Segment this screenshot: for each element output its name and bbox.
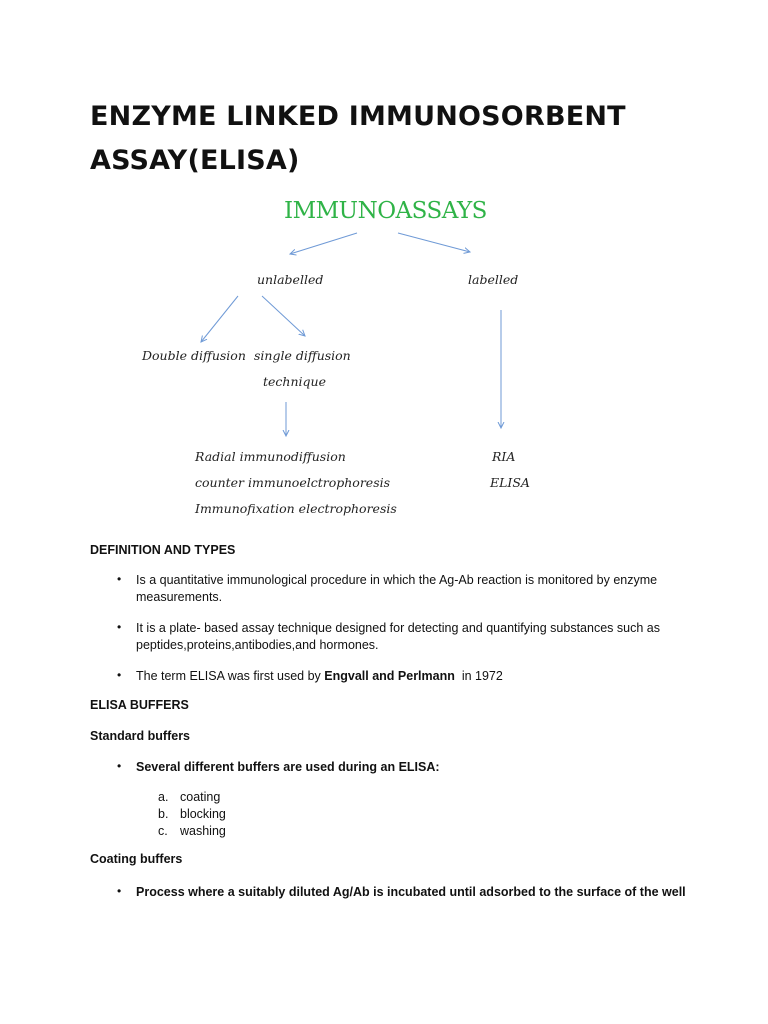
definition-item-3-post: in 1972	[454, 669, 503, 683]
sub-list-text: blocking	[180, 807, 226, 821]
diagram-root-label: IMMUNOASSAYS	[284, 198, 487, 224]
diagram-elisa-label: ELISA	[490, 475, 530, 490]
diagram-ria-label: RIA	[492, 449, 516, 464]
bullet-marker: •	[117, 884, 122, 898]
diagram-single-diffusion-label: single diffusion	[254, 348, 351, 363]
arrow-unlabelled-to-double	[201, 296, 238, 342]
title-line-1: ENZYME LINKED IMMUNOSORBENT	[90, 101, 626, 132]
standard-buffers-heading: Standard buffers	[90, 729, 191, 743]
diagram-unlabelled-label: unlabelled	[257, 272, 324, 287]
bullet-marker: •	[117, 620, 122, 634]
sub-list-text: coating	[180, 790, 221, 804]
diagram-technique-label: technique	[263, 374, 326, 389]
arrow-root-to-labelled	[398, 233, 470, 252]
definition-item-3-authors: Engvall and Perlmann	[324, 669, 455, 683]
sub-list-marker: b.	[158, 807, 169, 821]
bullet-marker: •	[117, 668, 122, 682]
immunoassay-diagram	[0, 180, 768, 530]
sub-list-marker: c.	[158, 824, 168, 838]
definition-item-3	[136, 668, 696, 685]
coating-buffers-heading: Coating buffers	[90, 852, 183, 866]
arrow-root-to-unlabelled	[290, 233, 357, 254]
sub-list-item	[158, 823, 226, 840]
definition-item-1: Is a quantitative immunological procedure in which the Ag-Ab reaction is monitored by enzyme measurements.	[136, 573, 658, 604]
title-line-2: ASSAY(ELISA)	[90, 145, 300, 176]
elisa-buffers-heading: ELISA BUFFERS	[90, 698, 189, 712]
arrow-unlabelled-to-single	[262, 296, 305, 336]
diagram-double-diffusion-label: Double diffusion	[142, 348, 246, 363]
bullet-marker: •	[117, 572, 122, 586]
sub-list-text: washing	[180, 824, 226, 838]
diagram-immunofixation-label: Immunofixation electrophoresis	[195, 501, 397, 516]
definition-item-3-pre: The term ELISA was first used by	[136, 669, 325, 683]
definition-item-2: It is a plate- based assay technique designed for detecting and quantifying substances such as peptides,proteins,antibodies,and hormones.	[136, 621, 660, 652]
diagram-radial-label: Radial immunodiffusion	[195, 449, 346, 464]
sub-list-item	[158, 789, 220, 806]
bullet-marker: •	[117, 759, 122, 773]
sub-list-item	[158, 806, 226, 823]
diagram-labelled-label: labelled	[468, 272, 519, 287]
standard-buffers-item: Several different buffers are used during an ELISA:	[136, 760, 440, 774]
coating-buffers-item: Process where a suitably diluted Ag/Ab is incubated until adsorbed to the surface of the well	[136, 885, 686, 899]
document-title	[90, 95, 690, 183]
definition-heading: DEFINITION AND TYPES	[90, 543, 236, 557]
diagram-counter-label: counter immunoelctrophoresis	[195, 475, 391, 490]
sub-list-marker: a.	[158, 790, 169, 804]
